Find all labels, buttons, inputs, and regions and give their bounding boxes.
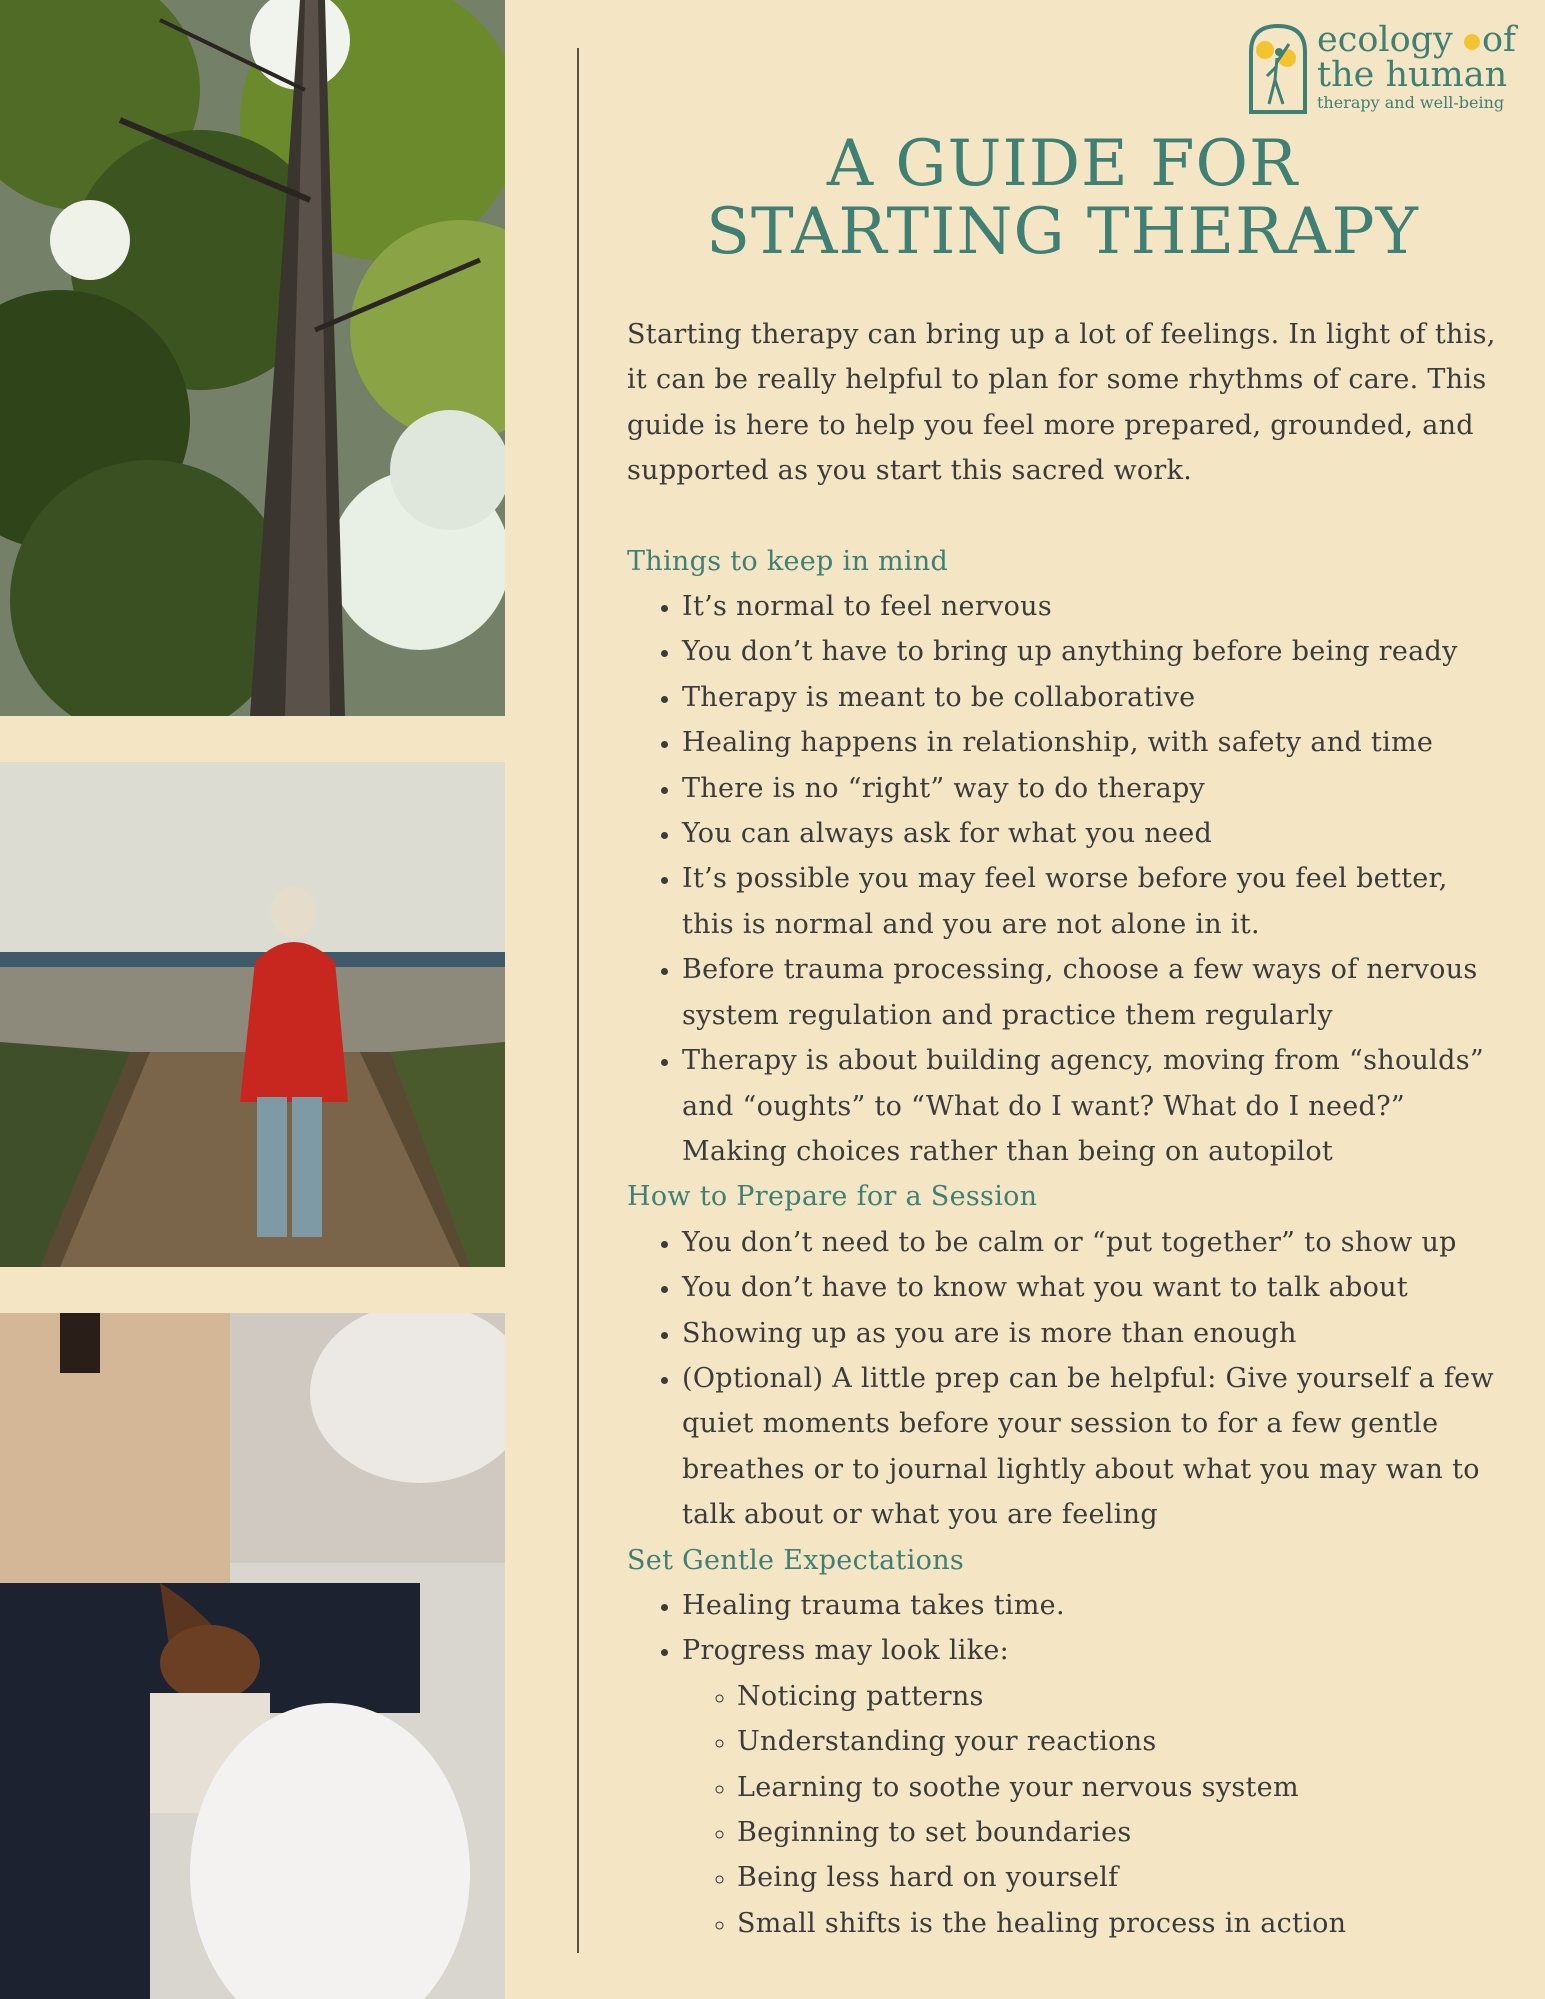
sub-list-item: ◦ Being less hard on yourself bbox=[737, 1855, 1507, 1900]
sun-dot-icon bbox=[1464, 34, 1480, 50]
list-item: • (Optional) A little prep can be helpful: Give yourself a few quiet moments before your session to for a few gentle breathes or to journal lightly about what you may wan to talk about or what you are feeling bbox=[682, 1356, 1507, 1538]
list-item: • Therapy is about building agency, moving from “shoulds” and “oughts” to “What do I want? What do I need?” Making choices rather than being on autopilot bbox=[682, 1038, 1507, 1174]
sub-list-item: ◦ Small shifts is the healing process in action bbox=[737, 1901, 1507, 1946]
list-item: • Therapy is meant to be collaborative bbox=[682, 675, 1507, 720]
list-item: • Before trauma processing, choose a few ways of nervous system regulation and practice them regularly bbox=[682, 947, 1507, 1038]
list-item: • Healing happens in relationship, with safety and time bbox=[682, 720, 1507, 765]
vertical-divider bbox=[577, 48, 579, 1953]
sub-list-item: ◦ Understanding your reactions bbox=[737, 1719, 1507, 1764]
sub-list-item: ◦ Learning to soothe your nervous system bbox=[737, 1765, 1507, 1810]
list-item: • You don’t need to be calm or “put together” to show up bbox=[682, 1220, 1507, 1265]
list-item: • You don’t have to bring up anything before being ready bbox=[682, 629, 1507, 674]
sub-list-item: ◦ Noticing patterns bbox=[737, 1674, 1507, 1719]
prepare-list bbox=[627, 1220, 1507, 1538]
list-item: • There is no “right” way to do therapy bbox=[682, 766, 1507, 811]
page-title bbox=[600, 127, 1525, 269]
keep-in-mind-list bbox=[627, 584, 1507, 1174]
intro-paragraph: Starting therapy can bring up a lot of feelings. In light of this, it can be really helpful to plan for some rhythms of care. This guide is here to help you feel more prepared, grounded, and supported as you start this sacred work. bbox=[627, 319, 1496, 487]
list-item: • It’s possible you may feel worse before you feel better, this is normal and you are not alone in it. bbox=[682, 856, 1507, 947]
arch-figure-icon bbox=[1247, 22, 1309, 114]
photo-column bbox=[0, 0, 505, 1999]
logo-word-ecology: ecology bbox=[1317, 20, 1453, 60]
heading-how-to-prepare: How to Prepare for a Session bbox=[627, 1181, 1038, 1213]
logo-word-the-human: the human bbox=[1317, 55, 1508, 95]
title-line-2: STARTING THERAPY bbox=[706, 195, 1419, 269]
list-item-text: Progress may look like: bbox=[682, 1635, 1010, 1667]
logo-word-of: of bbox=[1481, 20, 1517, 60]
list-item bbox=[682, 1628, 1507, 1946]
list-item: • Healing trauma takes time. bbox=[682, 1583, 1507, 1628]
guide-content bbox=[627, 312, 1507, 1946]
heading-set-gentle-expectations: Set Gentle Expectations bbox=[627, 1544, 965, 1576]
logo-tagline: therapy and well-being bbox=[1317, 93, 1505, 112]
progress-sublist bbox=[682, 1674, 1507, 1946]
expectations-list bbox=[627, 1583, 1507, 1946]
list-item: • You don’t have to know what you want to talk about bbox=[682, 1265, 1507, 1310]
forest-photo bbox=[0, 0, 505, 716]
sub-list-item: ◦ Beginning to set boundaries bbox=[737, 1810, 1507, 1855]
list-item: • Showing up as you are is more than enough bbox=[682, 1311, 1507, 1356]
list-item: • You can always ask for what you need bbox=[682, 811, 1507, 856]
heading-things-to-keep-in-mind: Things to keep in mind bbox=[627, 545, 949, 577]
person-walking-to-lake-photo bbox=[0, 762, 505, 1267]
list-item: • It’s normal to feel nervous bbox=[682, 584, 1507, 629]
ecology-of-the-human-logo bbox=[1247, 22, 1527, 122]
clasped-hands-photo bbox=[0, 1313, 505, 1999]
title-line-1: A GUIDE FOR bbox=[826, 127, 1299, 201]
